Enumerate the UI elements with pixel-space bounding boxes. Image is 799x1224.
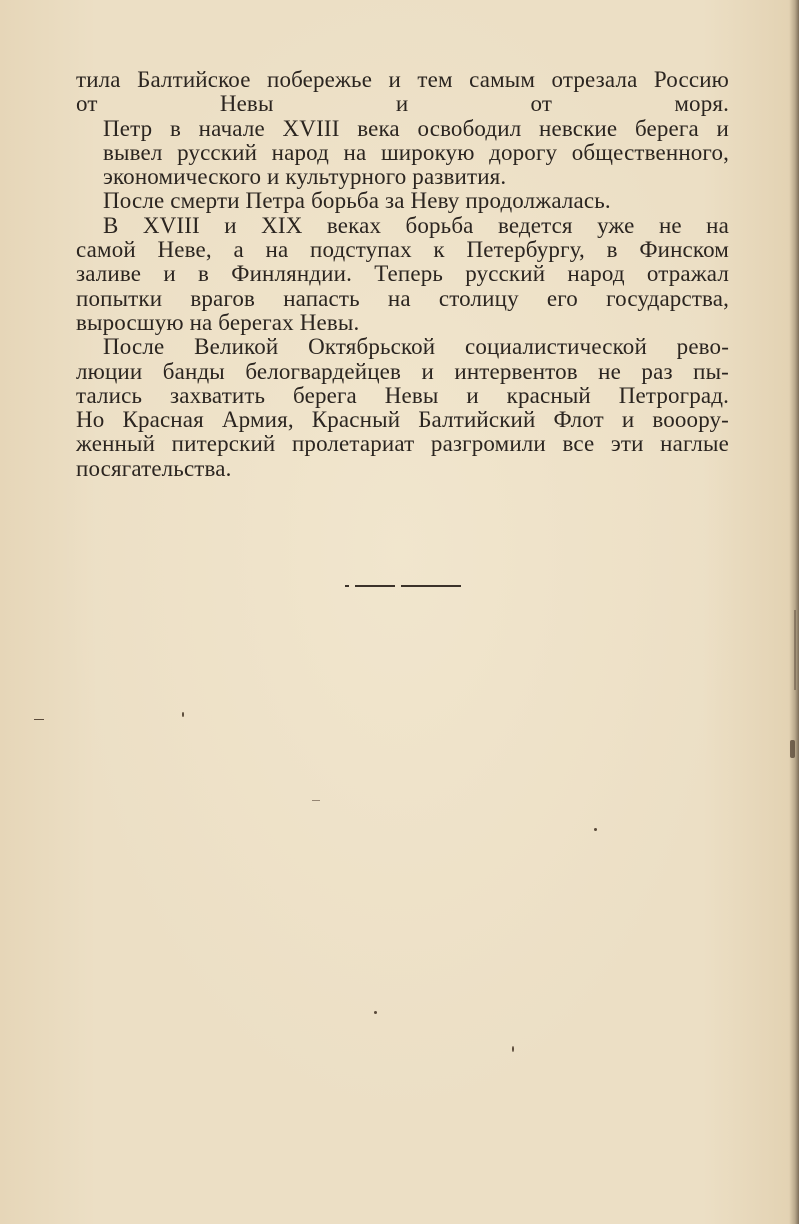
paper-speck <box>790 740 795 758</box>
text-line: Петр в начале XVIII века освободил невские берега и <box>103 115 729 141</box>
paper-speck <box>34 719 44 720</box>
text-line: от Невы и от моря. <box>76 91 729 117</box>
text-line: люции банды белогвардейцев и интервентов не раз пы- <box>76 358 729 384</box>
paper-speck <box>374 1011 377 1014</box>
separator-dash <box>355 585 395 587</box>
paragraph-continuation <box>76 68 729 117</box>
separator-dot <box>345 585 349 587</box>
paper-speck <box>594 828 597 831</box>
section-separator <box>345 585 461 587</box>
text-line: После Великой Октябрьской социалистической рево- <box>103 334 729 360</box>
text-line: После смерти Петра борьба за Неву продолжалась. <box>103 188 611 214</box>
text-line: экономического и культурного развития. <box>103 164 507 190</box>
separator-dash <box>401 585 461 587</box>
paper-speck <box>512 1046 514 1052</box>
text-line: выросшую на берегах Невы. <box>76 309 360 335</box>
paper-speck <box>182 712 184 717</box>
text-line: Но Красная Армия, Красный Балтийский Флот и вооору- <box>76 407 729 433</box>
paper-speck <box>312 800 320 801</box>
text-line: тила Балтийское побережье и тем самым отрезала Россию <box>76 67 729 92</box>
text-line: тались захватить берега Невы и красный Петроград. <box>76 382 729 408</box>
text-line: В XVIII и XIX веках борьба ведется уже не на <box>103 212 729 238</box>
text-line: заливе и в Финляндии. Теперь русский народ отражал <box>76 261 729 287</box>
paragraph-after-death <box>76 189 729 213</box>
text-line: посягательства. <box>76 455 232 481</box>
paper-speck <box>794 610 796 690</box>
text-line: вывел русский народ на широкую дорогу общественного, <box>103 139 729 165</box>
text-line: женный питерский пролетариат разгромили все эти наглые <box>76 431 729 457</box>
text-line: попытки врагов напасть на столицу его государства, <box>76 285 729 311</box>
paragraph-peter <box>76 117 729 190</box>
body-text <box>76 68 729 481</box>
text-line: самой Неве, а на подступах к Петербургу, в Финском <box>76 237 729 263</box>
paragraph-centuries <box>76 214 729 335</box>
paragraph-revolution <box>76 335 729 481</box>
